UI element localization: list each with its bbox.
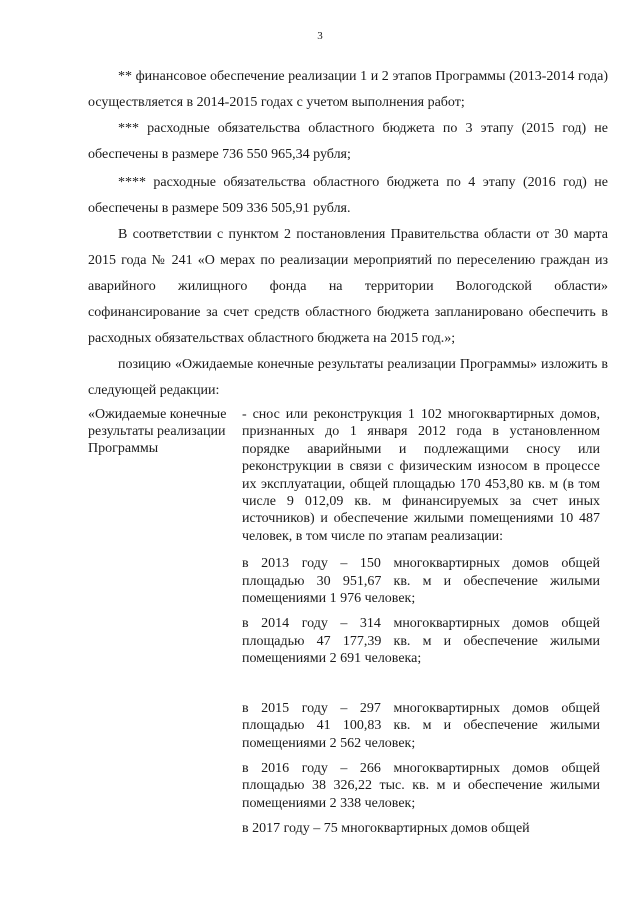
stage-2013: в 2013 году – 150 многоквартирных домов общей площадью 30 951,67 кв. м и обеспечение жилыми помещениями 1 976 человек;	[242, 556, 600, 607]
footnote-financing: ** финансовое обеспечение реализации 1 и 2 этапов Программы (2013-2014 года) осуществляется в 2014-2015 годах с учетом выполнения работ;	[88, 69, 608, 110]
stage-2015: в 2015 году – 297 многоквартирных домов общей площадью 41 100,83 кв. м и обеспечение жилыми помещениями 2 562 человек;	[242, 700, 600, 751]
page-number: 3	[317, 30, 323, 42]
resolution-paragraph: В соответствии с пунктом 2 постановления Правительства области от 30 марта 2015 года № 241 «О мерах по реализации мероприятий по переселению граждан из аварийного жилищного фонда на территории Вологодской области» софинансирование за счет средств областного бюджета запланировано обеспечить в расходных обязательствах областного бюджета на 2015 год.»;	[88, 227, 608, 346]
results-content	[242, 406, 600, 838]
footnote-stage-3: *** расходные обязательства областного бюджета по 3 этапу (2015 год) не обеспечены в размере 736 550 965,34 рубля;	[88, 121, 608, 162]
stage-2014: в 2014 году – 314 многоквартирных домов общей площадью 47 177,39 кв. м и обеспечение жилыми помещениями 2 691 человека;	[242, 616, 600, 667]
amendment-instruction: позицию «Ожидаемые конечные результаты реализации Программы» изложить в следующей редакции:	[88, 357, 608, 398]
results-label: «Ожидаемые конечные результаты реализации Программы	[88, 407, 227, 456]
stage-2017: в 2017 году – 75 многоквартирных домов общей	[242, 821, 530, 837]
footnote-stage-4: **** расходные обязательства областного бюджета по 4 этапу (2016 год) не обеспечены в размере 509 336 505,91 рубля.	[88, 175, 608, 216]
stage-2016: в 2016 году – 266 многоквартирных домов общей площадью 38 326,22 тыс. кв. м и обеспечение жилыми помещениями 2 338 человек;	[242, 760, 600, 811]
results-summary: - снос или реконструкция 1 102 многоквартирных домов, признанных до 1 января 2012 года в установленном порядке аварийными и подлежащими сносу или реконструкции в связи с физическим износом в процессе их эксплуатации, общей площадью 170 453,80 кв. м (в том числе 9 012,09 кв. м финансируемых за счет иных источников) и обеспечение жилыми помещениями 10 487 человек, в том числе по этапам реализации:	[242, 407, 600, 544]
